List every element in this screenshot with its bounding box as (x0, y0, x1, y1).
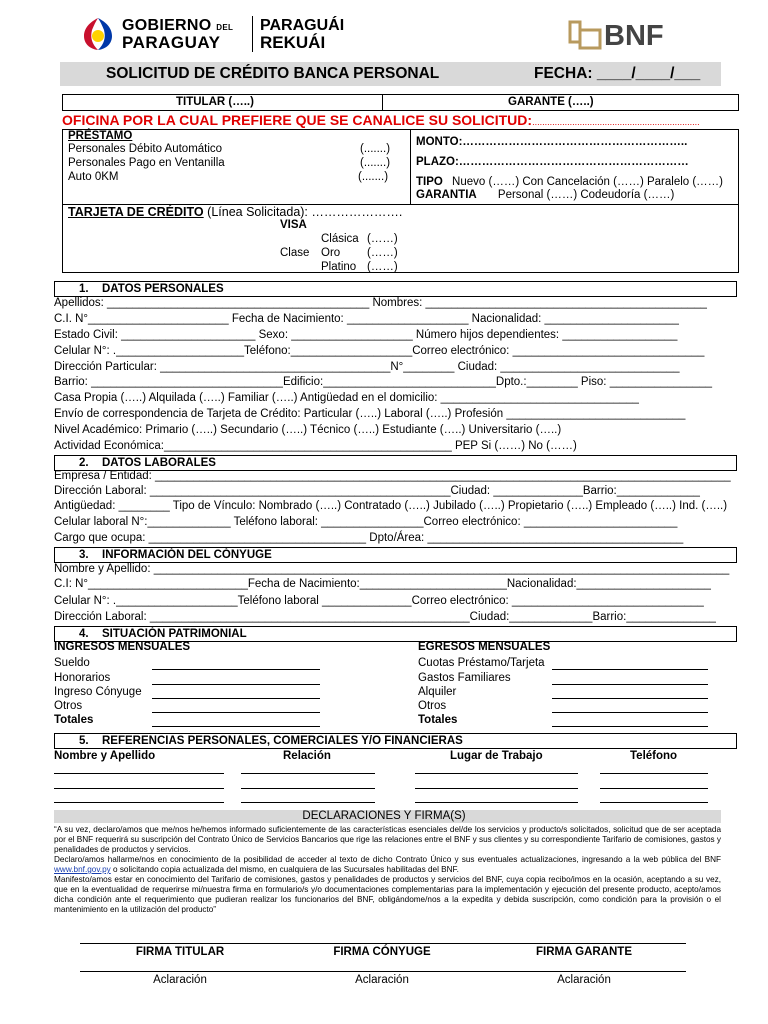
decl-paragraph (54, 855, 721, 875)
form-row[interactable]: Empresa / Entidad: __________________________________________________________________________________________ (54, 470, 731, 482)
ingreso-input-line[interactable] (152, 698, 320, 699)
ingreso-input-line[interactable] (152, 669, 320, 670)
form-row[interactable]: Antigüedad: ________ Tipo de Vínculo: Nombrado (…..) Contratado (…..) Jubilado (…..) Propietario (…..) Empleado (…..) Ind. (…..) (54, 500, 728, 512)
form-row[interactable]: Nivel Académico: Primario (…..) Secundario (…..) Técnico (…..) Estudiante (…..) Universitario (…..) (54, 424, 562, 436)
oficina-text: OFICINA POR LA CUAL PREFIERE QUE SE CANALICE SU SOLICITUD: (62, 112, 533, 128)
ref-col-header: Teléfono (630, 750, 678, 762)
ref-input-line[interactable] (600, 773, 708, 774)
aclaracion-line[interactable] (80, 971, 686, 972)
declaraciones-text (54, 825, 721, 915)
form-row[interactable]: Nombre y Apellido: __________________________________________________________________________________________ (54, 563, 730, 575)
form-row[interactable]: Dirección Particular: ____________________________________N°________ Ciudad: ____________________________ (54, 361, 680, 373)
ingreso-label: Totales (54, 714, 94, 726)
firma-label: FIRMA GARANTE (535, 946, 633, 958)
form-row[interactable]: Estado Civil: _____________________ Sexo: ___________________ Número hijos dependientes: __________________ (54, 329, 678, 341)
aclaracion-label: Aclaración (153, 974, 207, 986)
tipo-row (416, 176, 723, 189)
form-row[interactable]: Dirección Laboral: __________________________________________________Ciudad:_____________Barrio:______________ (54, 611, 716, 623)
egreso-label: Gastos Familiares (418, 672, 511, 684)
egreso-input-line[interactable] (552, 698, 708, 699)
form-row[interactable]: C.I: N°_________________________Fecha de Nacimiento:_______________________Nacionalidad:_____________________ (54, 578, 711, 590)
section-title: INFORMACIÓN DEL CÓNYUGE (102, 549, 272, 561)
egreso-label: Totales (418, 714, 458, 726)
visa-label: VISA (280, 219, 307, 231)
section-3-header (54, 547, 737, 563)
gobierno-logo (80, 14, 350, 54)
tipo-label: TIPO (416, 176, 443, 188)
egresos-title: EGRESOS MENSUALES (418, 641, 551, 653)
ingreso-label: Ingreso Cónyuge (54, 686, 142, 698)
section-title: SITUACIÓN PATRIMONIAL (102, 628, 247, 640)
titular-option[interactable]: TITULAR (…..) (176, 96, 254, 108)
oficina-field[interactable]: ................................................................... (532, 117, 700, 127)
bnf-mark-icon (566, 18, 606, 52)
ingreso-label: Honorarios (54, 672, 111, 684)
form-row[interactable]: Cargo que ocupa: __________________________________ Dpto/Área: ________________________________________ (54, 532, 684, 544)
monto-field[interactable]: MONTO:………………………………………………….. (416, 136, 688, 148)
ref-input-line[interactable] (415, 788, 578, 789)
ingreso-input-line[interactable] (152, 684, 320, 685)
tarjeta-opt-mark[interactable]: (……) (367, 261, 398, 273)
form-row[interactable]: Celular laboral N°:_____________ Teléfono laboral: ________________Correo electrónico: ________________________ (54, 516, 678, 528)
prestamo-item-label: Personales Pago en Ventanilla (68, 157, 225, 169)
ref-input-line[interactable] (54, 802, 224, 803)
ref-col-header: Lugar de Trabajo (450, 750, 543, 762)
ingreso-input-line[interactable] (152, 726, 320, 727)
tarjeta-linea[interactable]: (Línea Solicitada): …………………. (207, 205, 403, 219)
aclaracion-label: Aclaración (557, 974, 611, 986)
tarjeta-opt-label: Platino (321, 261, 357, 273)
firma-label: FIRMA CÓNYUGE (333, 946, 431, 958)
section-title: REFERENCIAS PERSONALES, COMERCIALES Y/O FINANCIERAS (102, 735, 463, 747)
rekuai-line1: PARAGUÁI (260, 17, 345, 34)
ref-input-line[interactable] (54, 773, 224, 774)
prestamo-item-mark[interactable]: (.......) (358, 171, 389, 183)
ingreso-label: Sueldo (54, 657, 90, 669)
section-number: 2. (79, 457, 89, 469)
tarjeta-heading: TARJETA DE CRÉDITO (68, 205, 204, 219)
tipo-options[interactable]: Nuevo (……) Con Cancelación (……) Paralelo (……) (452, 176, 724, 188)
form-row[interactable]: Dirección Laboral: _______________________________________________Ciudad: ______________Barrio:_____________ (54, 485, 700, 497)
prestamo-item-mark[interactable]: (.......) (360, 157, 391, 169)
bnf-web-link[interactable]: www.bnf.gov.py (54, 865, 111, 874)
section-4-header (54, 626, 737, 642)
prestamo-item-label: Personales Débito Automático (68, 143, 223, 155)
gov-line2: PARAGUAY (122, 33, 221, 52)
paraguay-emblem-icon (80, 16, 116, 52)
section-2-header (54, 455, 737, 471)
section-number: 5. (79, 735, 89, 747)
ref-input-line[interactable] (600, 788, 708, 789)
section-number: 3. (79, 549, 89, 561)
section-1-header (54, 281, 737, 297)
section-number: 4. (79, 628, 89, 640)
ref-input-line[interactable] (241, 788, 375, 789)
section-title: DATOS PERSONALES (102, 283, 224, 295)
form-title: SOLICITUD DE CRÉDITO BANCA PERSONAL (106, 65, 440, 82)
decl-text: Declaro/amos hallarme/nos en conocimiento de la posibilidad de acceder al texto de dicho Contrato Único y sus eventuales actualizaciones, ingresando a la web pública del BNF (54, 855, 721, 864)
firma-label: FIRMA TITULAR (135, 946, 225, 958)
tarjeta-opt-label: Clásica (321, 233, 359, 245)
prestamo-heading: PRÉSTAMO (68, 130, 133, 142)
clase-label: Clase (280, 247, 310, 259)
parties-divider (382, 94, 383, 111)
header-divider (252, 16, 253, 52)
tarjeta-opt-label: Oro (321, 247, 341, 259)
garante-option[interactable]: GARANTE (…..) (508, 96, 594, 108)
bnf-text: BNF (604, 20, 664, 52)
ref-input-line[interactable] (241, 802, 375, 803)
ref-col-header: Nombre y Apellido (54, 750, 156, 762)
form-row[interactable]: Envío de correspondencia de Tarjeta de Crédito: Particular (…..) Laboral (…..) Profesión ____________________________ (54, 408, 686, 420)
ref-input-line[interactable] (54, 788, 224, 789)
egreso-label: Otros (418, 700, 447, 712)
ref-input-line[interactable] (600, 802, 708, 803)
ref-input-line[interactable] (415, 773, 578, 774)
ref-input-line[interactable] (415, 802, 578, 803)
garantia-row (416, 189, 674, 202)
fecha-field[interactable]: FECHA: ____/____/___ (534, 65, 701, 82)
form-row[interactable]: Casa Propia (…..) Alquilada (…..) Familiar (…..) Antigüedad en el domicilio: _______________________________ (54, 392, 639, 404)
signature-line[interactable] (80, 943, 686, 944)
form-row[interactable]: C.I. N°______________________ Fecha de Nacimiento: ___________________ Nacionalidad: _____________________ (54, 313, 679, 325)
decl-text: o solicitando copia actualizada del mismo, en cualquiera de las Sucursales habilitadas del BNF. (110, 865, 459, 874)
prestamo-item-label: Auto 0KM (68, 171, 119, 183)
egreso-input-line[interactable] (552, 712, 708, 713)
oficina-label (62, 112, 700, 130)
rekuai-line2: REKUÁI (260, 33, 326, 52)
declaraciones-title: DECLARACIONES Y FIRMA(S) (302, 810, 466, 822)
egreso-label: Alquiler (418, 686, 457, 698)
tarjeta-opt-mark[interactable]: (……) (367, 247, 398, 259)
form-row[interactable]: Barrio: ______________________________Edificio:___________________________Dpto.:________ Piso: ________________ (54, 376, 713, 388)
aclaracion-label: Aclaración (355, 974, 409, 986)
gov-del: DEL (216, 23, 234, 32)
plazo-field[interactable]: PLAZO:…………………………………………………… (416, 156, 689, 168)
egreso-input-line[interactable] (552, 684, 708, 685)
parties-box (62, 94, 739, 111)
egreso-input-line[interactable] (552, 669, 708, 670)
prestamo-vdivider (410, 129, 411, 204)
egreso-label: Cuotas Préstamo/Tarjeta (418, 657, 545, 669)
garantia-options[interactable]: Personal (……) Codeudoría (……) (497, 189, 675, 201)
gov-line1: GOBIERNO (122, 17, 212, 34)
section-title: DATOS LABORALES (102, 457, 216, 469)
decl-paragraph: Manifesto/amos estar en conocimiento del Tarifario de comisiones, gastos y penalidades de productos y servicios del BNF, cuya copia recibo/imos en la ocasión, aceptando a su vez, que en la eventualidad de requerirse mi/nuestra firma en formulario/s y/o documentaciones complementarias para la implementación y ejecución del presente producto, acepto/amos dicha condición ante el requerimiento que pudieran realizar los funcionarios del BNF, obligándome/nos a la expedita y debida suscripción, como condición para la provisión o el mantenimiento en la utilización del producto” (54, 875, 721, 914)
tarjeta-row (68, 206, 402, 219)
ref-col-header: Relación (283, 750, 331, 762)
ref-input-line[interactable] (241, 773, 375, 774)
prestamo-item-mark[interactable]: (.......) (360, 143, 391, 155)
tarjeta-opt-mark[interactable]: (……) (367, 233, 398, 245)
decl-paragraph: “A su vez, declaro/amos que me/nos he/hemos informado suficientemente de las características esenciales del/de los servicios y producto/s solicitados, solicitud que de ser aceptada por el BNF requerirá su suscripción del Contrato Único de Servicios Bancarios que rige las relaciones entre el BNF y sus clientes y su correspondiente Tarifario de comisiones, gastos y penalidades de productos y servicios. (54, 825, 721, 854)
form-row[interactable]: Actividad Económica:_____________________________________________ PEP Si (……) No (……) (54, 440, 577, 452)
ingresos-title: INGRESOS MENSUALES (54, 641, 191, 653)
form-row[interactable]: Celular N°: .____________________Teléfono:___________________Correo electrónico: ______________________________ (54, 345, 705, 357)
bnf-logo (566, 18, 686, 54)
ingreso-input-line[interactable] (152, 712, 320, 713)
section-number: 1. (79, 283, 89, 295)
form-row[interactable]: Celular N°: .___________________Teléfono laboral ______________Correo electrónico: ______________________________ (54, 595, 704, 607)
section-5-header (54, 733, 737, 749)
garantia-label: GARANTIA (416, 189, 477, 201)
form-row[interactable]: Apellidos: _________________________________________ Nombres: ____________________________________________ (54, 297, 707, 309)
ingreso-label: Otros (54, 700, 83, 712)
egreso-input-line[interactable] (552, 726, 708, 727)
